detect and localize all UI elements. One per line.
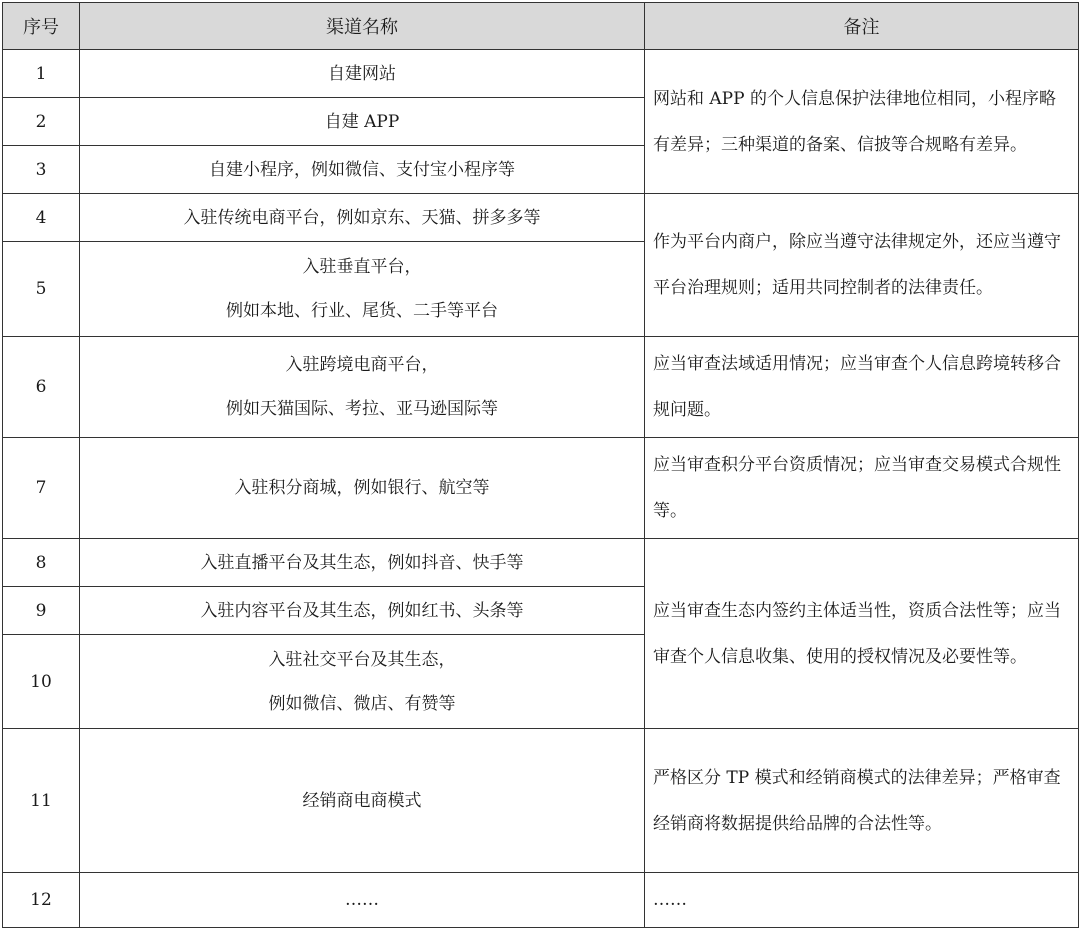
channel-name-line: 入驻垂直平台， (302, 257, 422, 277)
row-num: 12 (3, 873, 80, 928)
table-row (3, 50, 1079, 98)
table-row (3, 438, 1079, 539)
note-cell: 应当审查积分平台资质情况；应当审查交易模式合规性等。 (645, 438, 1079, 539)
channel-name-line: 入驻跨境电商平台， (285, 355, 439, 375)
channel-name-line: 入驻社交平台及其生态， (268, 649, 456, 670)
table-row (3, 539, 1079, 587)
note-cell: 严格区分 TP 模式和经销商模式的法律差异；严格审查经销商将数据提供给品牌的合法性等。 (645, 729, 1079, 873)
note-cell: 作为平台内商户，除应当遵守法律规定外，还应当遵守平台治理规则；适用共同控制者的法律责任。 (645, 194, 1079, 337)
note-cell: …… (645, 873, 1079, 928)
table-row (3, 873, 1079, 928)
row-num: 9 (3, 587, 80, 635)
channel-name (80, 50, 645, 98)
channel-name-line: 例如本地、行业、尾货、二手等平台 (226, 301, 498, 321)
channel-table (2, 2, 1079, 928)
note-cell: 网站和 APP 的个人信息保护法律地位相同，小程序略有差异；三种渠道的备案、信披等合规略有差异。 (645, 50, 1079, 194)
channel-name (80, 587, 645, 635)
channel-name (80, 337, 645, 438)
channel-name-line: 自建小程序，例如微信、支付宝小程序等 (209, 159, 515, 180)
note-cell: 应当审查生态内签约主体适当性，资质合法性等；应当审查个人信息收集、使用的授权情况及必要性等。 (645, 539, 1079, 729)
channel-name (80, 98, 645, 146)
channel-name-line: …… (345, 890, 379, 910)
table-row (3, 194, 1079, 242)
channel-name-line: 例如微信、微店、有赞等 (268, 693, 456, 714)
row-num: 10 (3, 635, 80, 729)
table-row (3, 729, 1079, 873)
row-num: 4 (3, 194, 80, 242)
channel-name-line: 自建 APP (324, 111, 400, 132)
row-num: 2 (3, 98, 80, 146)
row-num: 7 (3, 438, 80, 539)
header-row (3, 3, 1079, 50)
channel-name-line: 入驻积分商城，例如银行、航空等 (234, 478, 490, 498)
note-cell: 应当审查法域适用情况；应当审查个人信息跨境转移合规问题。 (645, 337, 1079, 438)
row-num: 3 (3, 146, 80, 194)
row-num: 8 (3, 539, 80, 587)
channel-name (80, 635, 645, 729)
channel-name-line: 自建网站 (328, 63, 396, 84)
header-num: 序号 (3, 3, 80, 50)
channel-name-line: 例如天猫国际、考拉、亚马逊国际等 (226, 399, 498, 419)
channel-name-line: 入驻传统电商平台，例如京东、天猫、拼多多等 (183, 207, 541, 228)
channel-name-line: 入驻内容平台及其生态，例如红书、头条等 (200, 600, 524, 621)
row-num: 6 (3, 337, 80, 438)
channel-name (80, 539, 645, 587)
channel-name-line: 入驻直播平台及其生态，例如抖音、快手等 (200, 552, 524, 573)
channel-name (80, 194, 645, 242)
header-channel-name: 渠道名称 (80, 3, 645, 50)
channel-name (80, 242, 645, 337)
channel-name-line: 经销商电商模式 (302, 790, 422, 811)
header-note: 备注 (645, 3, 1079, 50)
channel-name (80, 873, 645, 928)
row-num: 1 (3, 50, 80, 98)
channel-name (80, 438, 645, 539)
channel-name (80, 729, 645, 873)
table-row (3, 337, 1079, 438)
row-num: 5 (3, 242, 80, 337)
row-num: 11 (3, 729, 80, 873)
channel-name (80, 146, 645, 194)
